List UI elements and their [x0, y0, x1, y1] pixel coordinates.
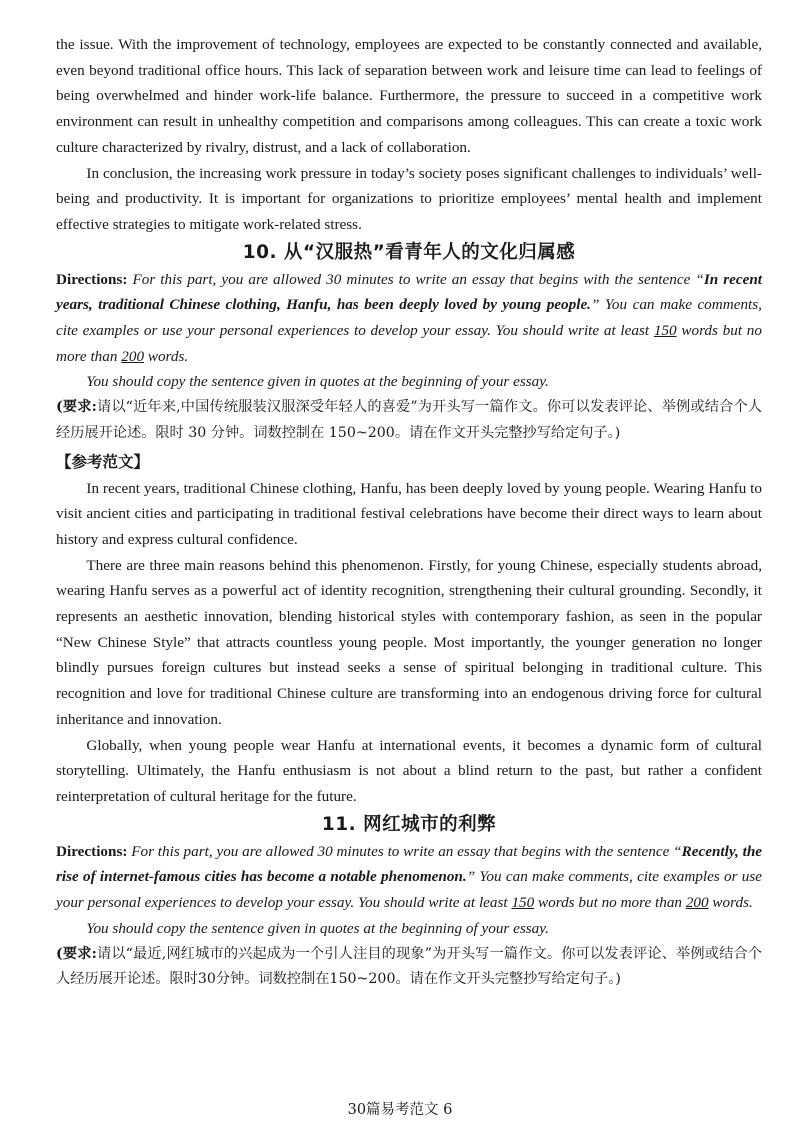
essay-paragraph: the issue. With the improvement of technology, employees are expected to be constantly connected and available, even beyond traditional office hours. This lack of separation between work and leisure time can lead to feelings of being overwhelmed and hinder work-life balance. Furthermore, the pressure to succeed in a competitive work environment can result in unhealthy competition and comparisons among colleagues. This can create a toxic work culture characterized by rivalry, distrust, and a lack of collaboration.: [56, 36, 762, 156]
section-10-title: 10. 从“汉服热”看青年人的文化归属感: [242, 241, 576, 263]
section-11-title: 11. 网红城市的利弊: [321, 813, 497, 835]
copy-note: You should copy the sentence given in quotes at the beginning of your essay.: [86, 373, 549, 391]
page-footer: 30篇易考范文 6: [347, 1102, 453, 1118]
prompt-sentence: Recently, the rise of internet-famous cities has become a notable phenomenon.: [56, 842, 763, 886]
section-11-directions: Directions: For this part, you are allowed 30 minutes to write an essay that begins with the sentence “Recently, the rise of internet-famous cities has become a notable phenomenon.” You can make comments, cite examples or use your personal experiences to develop your essay. You should write at least 150 words but no more than 200 words.: [56, 842, 763, 912]
min-word-count: 150: [653, 322, 677, 340]
sample-paragraph: There are three main reasons behind this phenomenon. Firstly, for young Chinese, especially students abroad, wearing Hanfu serves as a powerful act of identity recognition, strengthening their cultural grounding. Secondly, it represents an aesthetic innovation, blending historical styles with contemporary fashion, as seen in the popular “New Chinese Style” that attracts countless young people. Most importantly, the younger generation no longer blindly pursues foreign cultures but instead seeks a sense of spiritual belonging in traditional culture. This recognition and love for traditional Chinese culture are transforming into an endogenous driving force for cultural inheritance and innovation.: [56, 556, 762, 728]
max-word-count: 200: [121, 347, 145, 365]
sample-paragraph: Globally, when young people wear Hanfu at international events, it becomes a dynamic form of cultural storytelling. Ultimately, the Hanfu enthusiasm is not about a blind return to the past, but rather a confident reinterpretation of cultural heritage for the future.: [56, 736, 762, 805]
section-10-directions: Directions: For this part, you are allowed 30 minutes to write an essay that begins with the sentence “In recent years, traditional Chinese clothing, Hanfu, has been deeply loved by young people.” You can make comments, cite examples or use your personal experiences to develop your essay. You should write at least 150 words but no more than 200 words.: [56, 270, 762, 365]
sample-essay-label: 【参考范文】: [56, 452, 150, 471]
prompt-sentence: In recent years, traditional Chinese clothing, Hanfu, has been deeply loved by young people.: [56, 270, 762, 314]
max-word-count: 200: [685, 894, 709, 912]
section-11-requirement: (要求:请以“最近,网红城市的兴起成为一个引人注目的现象”为开头写一篇作文。你可以发表评论、举例或结合个人经历展开论述。限时30分钟。词数控制在150~200。请在作文开头完整抄写给定句子。): [56, 945, 762, 988]
section-10-requirement: (要求:请以“近年来,中国传统服装汉服深受年轻人的喜爱”为开头写一篇作文。你可以发表评论、举例或结合个人经历展开论述。限时 30 分钟。词数控制在 150~200。请在作文开头完整抄写给定句子。): [56, 399, 762, 441]
copy-note: You should copy the sentence given in quotes at the beginning of your essay.: [86, 919, 549, 937]
directions-label: Directions:: [56, 842, 128, 860]
min-word-count: 150: [511, 894, 535, 912]
document-page: [56, 32, 762, 993]
essay-paragraph: In conclusion, the increasing work pressure in today’s society poses significant challenges to individuals’ well-being and productivity. It is important for organizations to prioritize employees’ mental health and implement effective strategies to mitigate work-related stress.: [56, 164, 762, 233]
sample-paragraph: In recent years, traditional Chinese clothing, Hanfu, has been deeply loved by young people. Wearing Hanfu to visit ancient cities and participating in traditional festival celebrations have become their direct ways to learn about history and express cultural confidence.: [56, 479, 762, 548]
directions-label: Directions:: [56, 270, 128, 288]
